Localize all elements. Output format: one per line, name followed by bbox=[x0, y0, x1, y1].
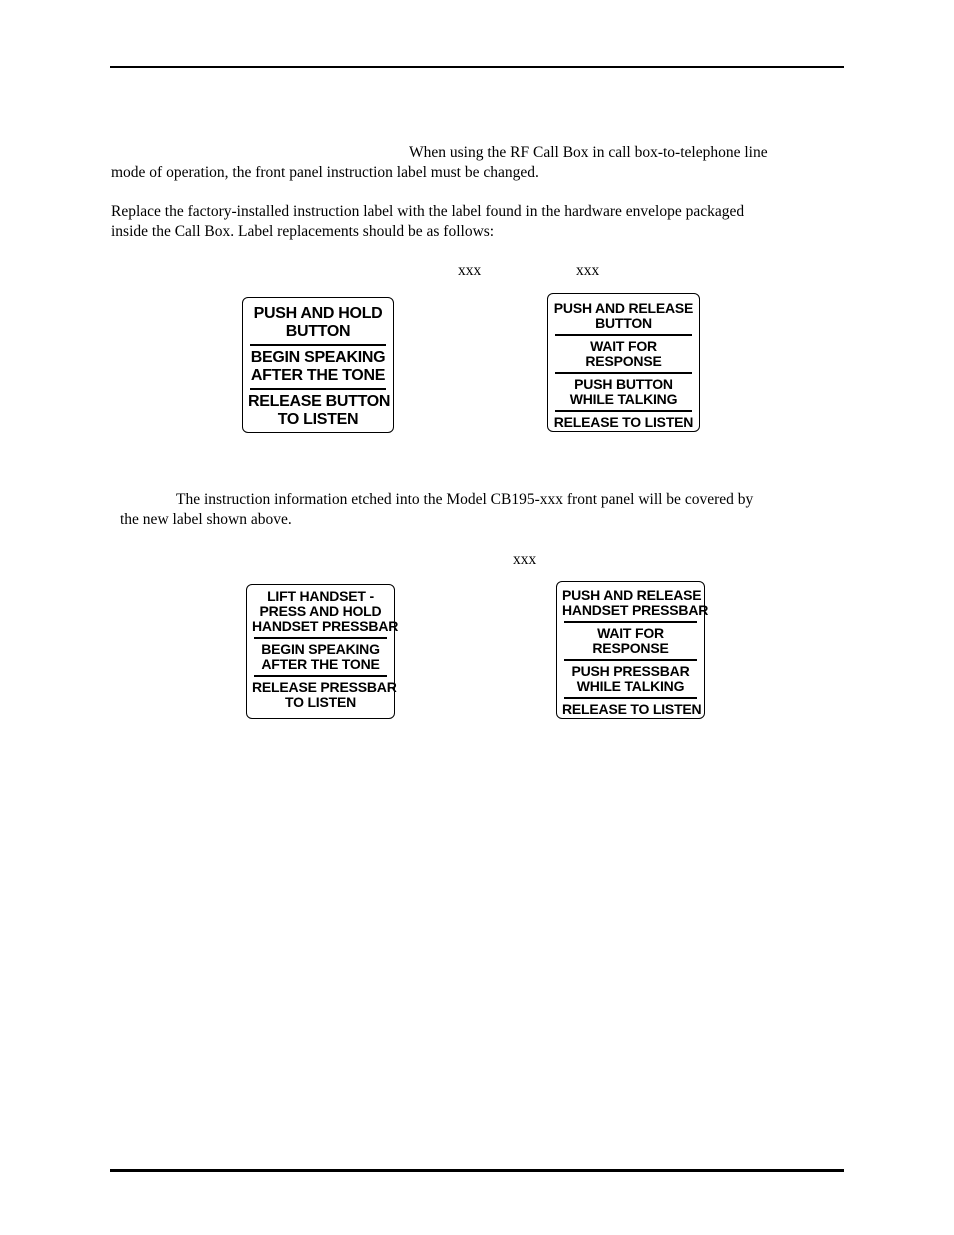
label-line: BUTTON bbox=[595, 315, 652, 331]
label-line: RELEASE TO LISTEN bbox=[553, 414, 694, 430]
label-line: PUSH AND RELEASE bbox=[562, 587, 702, 603]
label-line: RESPONSE bbox=[592, 640, 669, 656]
para3-line1: The instruction information etched into the Model CB195-xxx front panel will be covered by bbox=[176, 491, 754, 508]
label-line: TO LISTEN bbox=[284, 694, 357, 710]
label-divider bbox=[564, 621, 697, 623]
label-line: HANDSET PRESSBAR bbox=[562, 602, 709, 618]
instruction-label-lift-handset bbox=[246, 584, 399, 719]
model-placeholder-center: xxx bbox=[513, 551, 537, 568]
label-line: RELEASE TO LISTEN bbox=[562, 701, 702, 717]
label-line: PUSH AND HOLD bbox=[253, 305, 383, 322]
label-line: AFTER THE TONE bbox=[250, 367, 386, 384]
label-group bbox=[248, 393, 391, 429]
label-line: WHILE TALKING bbox=[576, 678, 685, 694]
label-group bbox=[252, 588, 399, 634]
instruction-label-push-and-hold bbox=[242, 297, 394, 433]
label-line: AFTER THE TONE bbox=[261, 656, 380, 672]
label-line: LIFT HANDSET - bbox=[267, 588, 374, 604]
label-divider bbox=[555, 334, 692, 336]
para1-line2: mode of operation, the front panel instruction label must be changed. bbox=[111, 164, 539, 181]
label-divider bbox=[254, 637, 387, 639]
label-line: PUSH PRESSBAR bbox=[571, 663, 690, 679]
label-line: TO LISTEN bbox=[277, 411, 359, 428]
label-group bbox=[248, 305, 388, 341]
para3-line2: the new label shown above. bbox=[120, 511, 292, 528]
label-divider bbox=[564, 659, 697, 661]
label-line: RESPONSE bbox=[585, 353, 662, 369]
label-group bbox=[252, 679, 397, 710]
footer-rule bbox=[110, 1169, 844, 1172]
label-line: WAIT FOR bbox=[590, 338, 657, 354]
label-divider bbox=[254, 675, 387, 677]
label-line: WAIT FOR bbox=[597, 625, 664, 641]
para2-line1: Replace the factory-installed instruction label with the label found in the hardware envelope packaged bbox=[111, 203, 745, 220]
model-placeholder-left: xxx bbox=[458, 262, 482, 279]
label-line: HANDSET PRESSBAR bbox=[252, 618, 399, 634]
label-divider bbox=[250, 344, 386, 346]
label-line: PUSH AND RELEASE bbox=[553, 300, 694, 316]
para1-line1: When using the RF Call Box in call box-to-telephone line bbox=[409, 144, 768, 161]
label-divider bbox=[250, 388, 386, 390]
label-line: BEGIN SPEAKING bbox=[261, 641, 380, 657]
label-group bbox=[553, 377, 694, 407]
label-line: RELEASE BUTTON bbox=[248, 393, 391, 410]
label-group bbox=[248, 349, 388, 385]
label-line: PUSH BUTTON bbox=[574, 376, 673, 392]
label-group bbox=[553, 301, 694, 331]
instruction-label-push-and-release bbox=[547, 293, 700, 432]
label-divider bbox=[555, 410, 692, 412]
label-line: RELEASE PRESSBAR bbox=[252, 679, 397, 695]
label-line: PRESS AND HOLD bbox=[259, 603, 382, 619]
label-group bbox=[553, 415, 694, 430]
header-rule bbox=[110, 66, 844, 68]
label-group bbox=[562, 626, 699, 656]
instruction-label-handset-push-and-release bbox=[556, 581, 709, 719]
label-line: BEGIN SPEAKING bbox=[250, 349, 386, 366]
label-group bbox=[553, 339, 694, 369]
label-group bbox=[562, 587, 709, 618]
label-divider bbox=[564, 697, 697, 699]
label-line: WHILE TALKING bbox=[569, 391, 678, 407]
label-line: BUTTON bbox=[285, 323, 351, 340]
label-group bbox=[562, 701, 702, 717]
model-placeholder-right: xxx bbox=[576, 262, 600, 279]
para2-line2: inside the Call Box. Label replacements should be as follows: bbox=[111, 223, 495, 240]
label-divider bbox=[555, 372, 692, 374]
label-group bbox=[562, 664, 699, 694]
label-group bbox=[252, 642, 389, 672]
